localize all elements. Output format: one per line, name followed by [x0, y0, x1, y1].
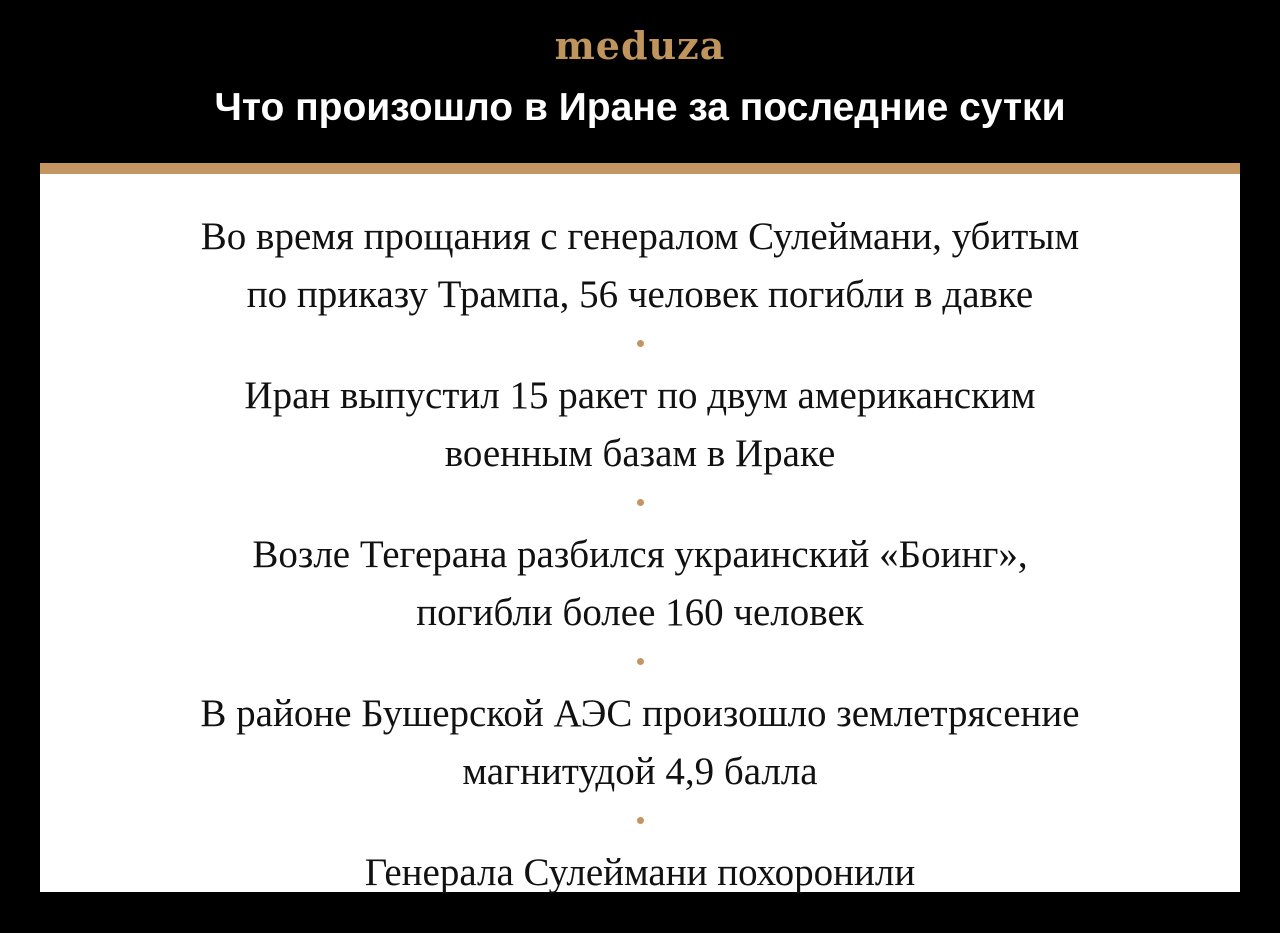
- bullet-separator: [637, 817, 644, 824]
- bullet-separator: [637, 340, 644, 347]
- news-item-1-line-2: по приказу Трампа, 56 человек погибли в давке: [246, 273, 1034, 316]
- page-title: Что произошло в Иране за последние сутки: [214, 86, 1066, 129]
- news-item-3: [90, 526, 1190, 642]
- bullet-separator: [637, 658, 644, 665]
- news-list: [40, 208, 1240, 902]
- news-item-2-line-1: Иран выпустил 15 ракет по двум американским: [244, 374, 1036, 417]
- news-item-1: [90, 208, 1190, 324]
- meduza-logo: meduza: [554, 23, 726, 68]
- news-item-2-line-2: военным базам в Ираке: [444, 432, 836, 475]
- news-item-5: [90, 844, 1190, 902]
- bullet-separator: [637, 499, 644, 506]
- news-item-5-line-1: Генерала Сулеймани похоронили: [364, 851, 916, 894]
- news-item-4-line-2: магнитудой 4,9 балла: [462, 750, 818, 793]
- news-card: [40, 163, 1240, 892]
- news-item-1-line-1: Во время прощания с генералом Сулеймани, убитым: [200, 215, 1080, 258]
- news-item-4-line-1: В районе Бушерской АЭС произошло землетрясение: [200, 692, 1080, 735]
- news-item-3-line-1: Возле Тегерана разбился украинский «Боинг»,: [252, 533, 1028, 576]
- news-item-3-line-2: погибли более 160 человек: [416, 591, 864, 634]
- news-item-4: [90, 685, 1190, 801]
- news-item-2: [90, 367, 1190, 483]
